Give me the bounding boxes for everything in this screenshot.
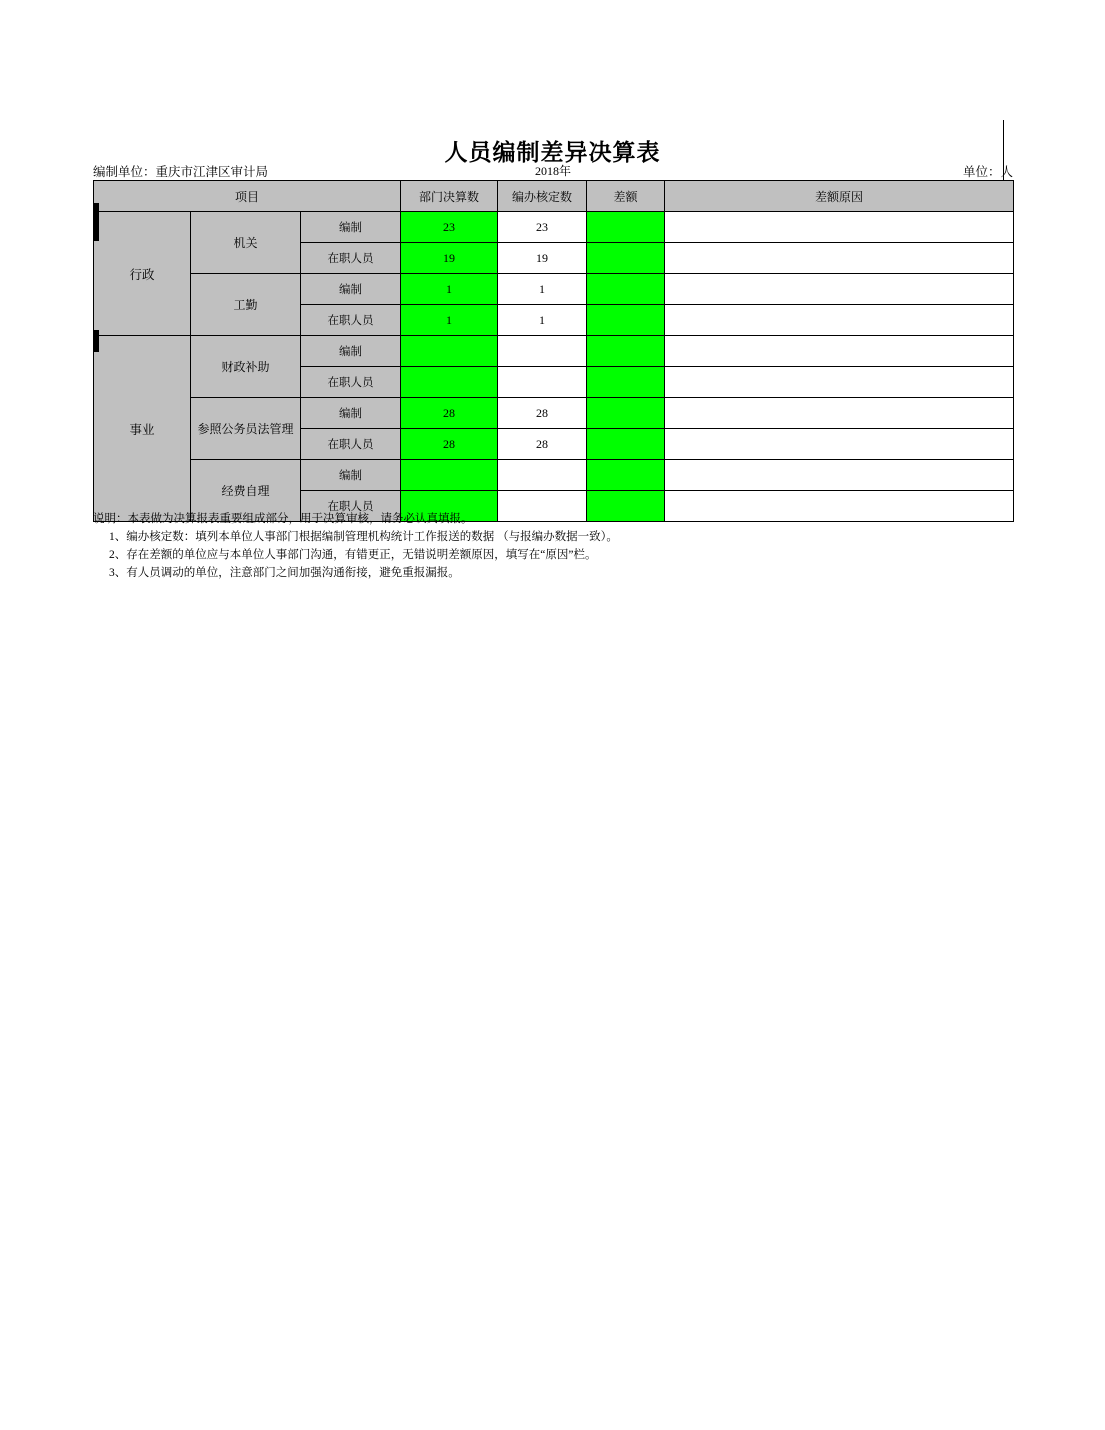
- reason-cell[interactable]: [665, 367, 1014, 398]
- item-cell: 编制: [301, 460, 401, 491]
- dept-final-cell[interactable]: 1: [401, 274, 498, 305]
- approved-cell[interactable]: [498, 460, 587, 491]
- row-marker-upper: [94, 203, 99, 241]
- table-row: [94, 398, 1014, 429]
- dept-final-cell[interactable]: [401, 336, 498, 367]
- dept-final-cell[interactable]: [401, 367, 498, 398]
- table-row: [94, 460, 1014, 491]
- difference-cell[interactable]: [587, 429, 665, 460]
- prepared-by-label: 编制单位：重庆市江津区审计局: [93, 165, 269, 179]
- item-cell: 在职人员: [301, 305, 401, 336]
- difference-cell[interactable]: [587, 367, 665, 398]
- note-line-3: 3、有人员调动的单位，注意部门之间加强沟通衔接，避免重报漏报。: [109, 567, 460, 579]
- difference-cell[interactable]: [587, 460, 665, 491]
- row-marker-lower: [94, 330, 99, 352]
- category-cell-xingzheng: 行政: [94, 212, 191, 336]
- header-difference: 差额: [587, 181, 665, 212]
- difference-cell[interactable]: [587, 305, 665, 336]
- item-cell: 编制: [301, 336, 401, 367]
- note-line-2: 2、存在差额的单位应与本单位人事部门沟通，有错更正，无错说明差额原因，填写在“原因”栏。: [109, 549, 597, 561]
- subcategory-cell-caizhengbuzhu: 财政补助: [191, 336, 301, 398]
- subcategory-cell-jingfeiziili: 经费自理: [191, 460, 301, 522]
- category-cell-shiye: 事业: [94, 336, 191, 522]
- difference-cell[interactable]: [587, 243, 665, 274]
- reason-cell[interactable]: [665, 274, 1014, 305]
- item-cell: 编制: [301, 398, 401, 429]
- item-cell: 在职人员: [301, 367, 401, 398]
- approved-cell[interactable]: 28: [498, 398, 587, 429]
- reason-cell[interactable]: [665, 305, 1014, 336]
- unit-label: 单位：人: [962, 165, 1013, 179]
- staffing-difference-table: [93, 180, 1014, 522]
- approved-cell[interactable]: 28: [498, 429, 587, 460]
- page-title: 人员编制差异决算表: [444, 140, 661, 166]
- table-row: [94, 212, 1014, 243]
- difference-cell[interactable]: [587, 336, 665, 367]
- item-cell: 编制: [301, 212, 401, 243]
- header-approved: 编办核定数: [498, 181, 587, 212]
- difference-cell[interactable]: [587, 398, 665, 429]
- notes-block: [93, 510, 1033, 582]
- dept-final-cell[interactable]: 1: [401, 305, 498, 336]
- approved-cell[interactable]: 1: [498, 305, 587, 336]
- reason-cell[interactable]: [665, 243, 1014, 274]
- approved-cell[interactable]: 23: [498, 212, 587, 243]
- dept-final-cell[interactable]: 23: [401, 212, 498, 243]
- subcategory-cell-jiguan: 机关: [191, 212, 301, 274]
- subcategory-cell-gongqin: 工勤: [191, 274, 301, 336]
- dept-final-cell[interactable]: 19: [401, 243, 498, 274]
- dept-final-cell[interactable]: [401, 460, 498, 491]
- note-line-1: 1、编办核定数：填列本单位人事部门根据编制管理机构统计工作报送的数据 （与报编办数据一致）。: [109, 531, 618, 543]
- approved-cell[interactable]: [498, 367, 587, 398]
- table-row: [94, 274, 1014, 305]
- reason-cell[interactable]: [665, 212, 1014, 243]
- table-row: [94, 336, 1014, 367]
- item-cell: 编制: [301, 274, 401, 305]
- note-line-0: 说明：本表做为决算报表重要组成部分，用于决算审核，请务必认真填报。: [93, 513, 473, 525]
- approved-cell[interactable]: [498, 336, 587, 367]
- approved-cell[interactable]: 1: [498, 274, 587, 305]
- header-reason: 差额原因: [665, 181, 1014, 212]
- reason-cell[interactable]: [665, 398, 1014, 429]
- reason-cell[interactable]: [665, 460, 1014, 491]
- dept-final-cell[interactable]: 28: [401, 398, 498, 429]
- reason-cell[interactable]: [665, 336, 1014, 367]
- difference-cell[interactable]: [587, 274, 665, 305]
- approved-cell[interactable]: 19: [498, 243, 587, 274]
- meta-row: [93, 162, 1013, 178]
- dept-final-cell[interactable]: 28: [401, 429, 498, 460]
- item-cell: 在职人员: [301, 243, 401, 274]
- difference-cell[interactable]: [587, 212, 665, 243]
- header-dept-final: 部门决算数: [401, 181, 498, 212]
- item-cell: 在职人员: [301, 491, 401, 522]
- header-item: 项目: [94, 181, 401, 212]
- item-cell: 在职人员: [301, 429, 401, 460]
- subcategory-cell-canzhao: 参照公务员法管理: [191, 398, 301, 460]
- year-label: 2018年: [534, 164, 571, 178]
- reason-cell[interactable]: [665, 429, 1014, 460]
- table-header-row: [94, 181, 1014, 212]
